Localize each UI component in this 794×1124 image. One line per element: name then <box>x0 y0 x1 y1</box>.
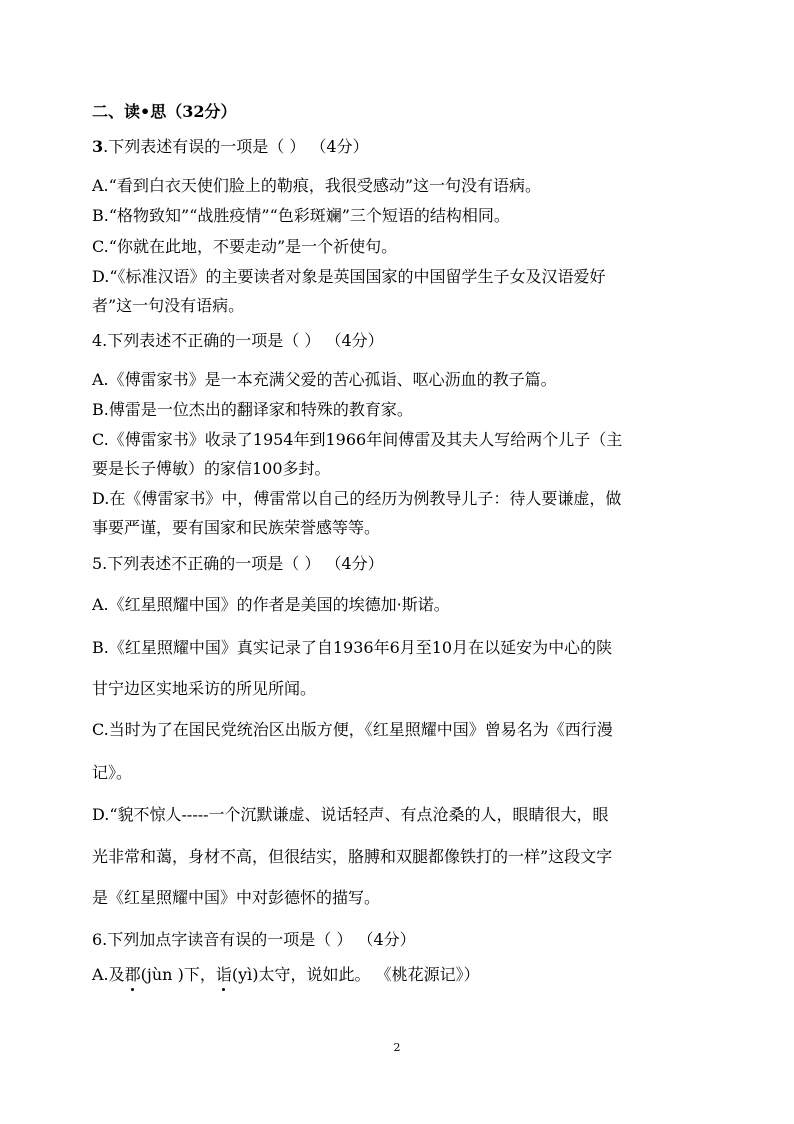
question-4-option-d-cont: 事要严谨，要有国家和民族荣誉感等等。 <box>92 518 381 537</box>
question-5-stem: 5.下列表述不正确的一项是（ ） （4分） <box>92 554 384 573</box>
emphasis-dot-char-1: 郡 <box>124 965 141 984</box>
emphasis-dot-char-2: 诣 <box>215 965 232 984</box>
question-4-option-d: D.在《傅雷家书》中，傅雷常以自己的经历为例教导儿子：待人要谦虚，做 <box>92 489 622 508</box>
question-6-stem: 6.下列加点字读音有误的一项是（ ） （4分） <box>92 930 416 949</box>
section-title: 二、读•思（32分） <box>92 102 237 121</box>
question-4-stem: 4.下列表述不正确的一项是（ ） （4分） <box>92 331 384 350</box>
question-6-option-a-prefix: A.及 <box>92 965 125 984</box>
question-3-option-b: B.“格物致知”“战胜疫情”“色彩斑斓”三个短语的结构相同。 <box>92 206 510 225</box>
question-4-option-c: C.《傅雷家书》收录了1954年到1966年间傅雷及其夫人写给两个儿子（主 <box>92 430 623 449</box>
question-3-option-d: D.“《标准汉语》的主要读者对象是英国国家的中国留学生子女及汉语爱好 <box>92 267 606 286</box>
question-5-option-c-cont: 记》。 <box>92 763 133 782</box>
question-5-option-c: C.当时为了在国民党统治区出版方便，《红星照耀中国》曾易名为《西行漫 <box>92 720 613 739</box>
question-5-option-d-cont-1: 光非常和蔼，身材不高，但很结实，胳膊和双腿都像铁打的一样”这段文字 <box>92 847 613 866</box>
question-6-option-a-mid-2: (yì)太守，说如此。 《桃花源记》） <box>231 965 480 984</box>
question-3-stem: 3.下列表述有误的一项是（ ） （4分） <box>92 137 369 156</box>
question-5-option-d-cont-2: 是《红星照耀中国》中对彭德怀的描写。 <box>92 888 381 907</box>
question-6-option-a <box>92 964 732 986</box>
question-4-option-b: B.傅雷是一位杰出的翻译家和特殊的教育家。 <box>92 400 413 419</box>
question-6-option-a-mid-1: (jùn )下， <box>140 965 216 984</box>
question-3-stem-text: .下列表述有误的一项是（ ） （4分） <box>103 137 369 156</box>
question-5-option-b: B.《红星照耀中国》真实记录了自1936年6月至10月在以延安为中心的陕 <box>92 638 613 657</box>
question-3-option-a: A.“看到白衣天使们脸上的勒痕，我很受感动”这一句没有语病。 <box>92 176 542 195</box>
question-4-option-a: A.《傅雷家书》是一本充满父爱的苦心孤诣、呕心沥血的教子篇。 <box>92 370 557 389</box>
question-5-option-d: D.“貌不惊人-----一个沉默谦虚、说话轻声、有点沧桑的人，眼睛很大，眼 <box>92 805 609 824</box>
question-3-option-c: C.“你就在此地，不要走动”是一个祈使句。 <box>92 237 398 256</box>
question-4-option-c-cont: 要是长子傅敏）的家信100多封。 <box>92 459 331 478</box>
page-number: 2 <box>393 1041 401 1054</box>
question-3-option-d-cont: 者”这一句没有语病。 <box>92 296 245 315</box>
question-5-option-a: A.《红星照耀中国》的作者是美国的埃德加·斯诺。 <box>92 595 450 614</box>
question-5-option-b-cont: 甘宁边区实地采访的所见所闻。 <box>92 679 317 698</box>
